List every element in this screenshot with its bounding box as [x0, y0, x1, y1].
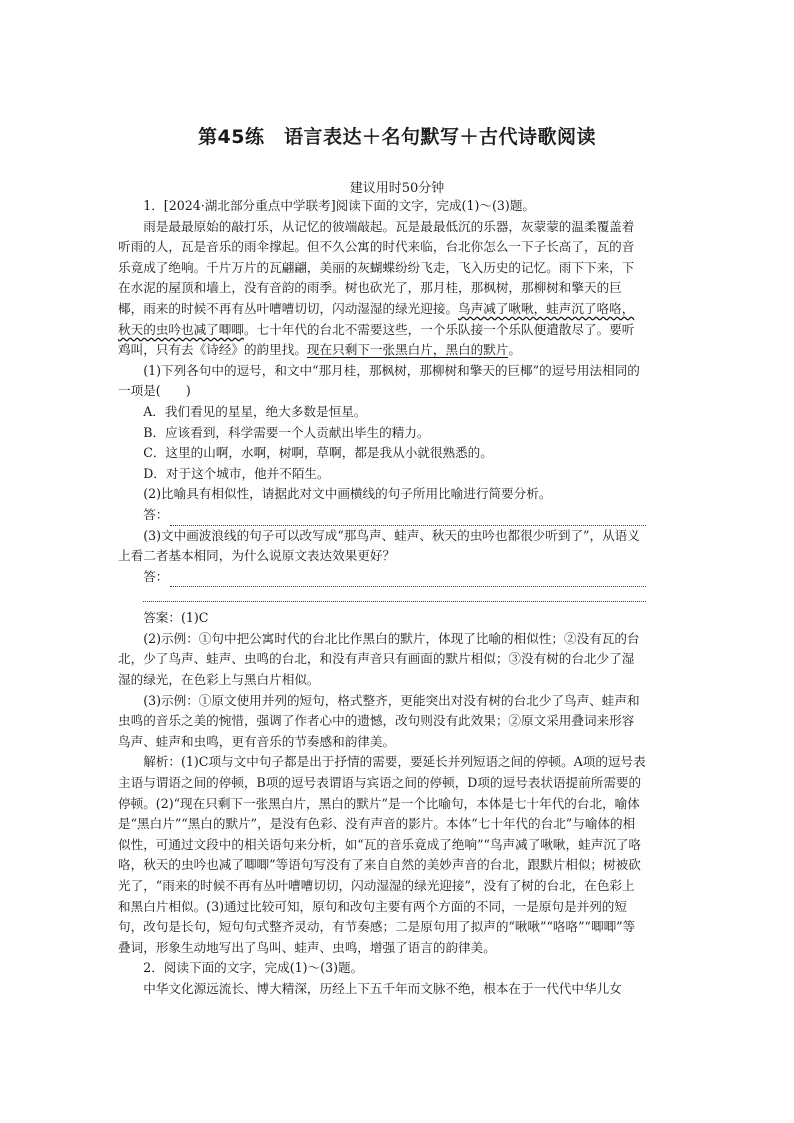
answer-blank-3[interactable]	[170, 573, 646, 587]
page-title: 第45练 语言表达＋名句默写＋古代诗歌阅读	[198, 126, 596, 148]
subquestion-2-stem: (2)比喻具有相似性，请据此对文中画横线的句子所用比喻进行简要分析。	[143, 486, 552, 502]
option-b: B．应该看到，科学需要一个人贡献出毕生的精力。	[143, 424, 430, 440]
question-2-passage: 中华文化源远流长、博大精深，历经上下五千年而文脉不绝，根本在于一代代中华儿女	[143, 980, 622, 996]
answer-label-3: 答：	[143, 568, 169, 584]
option-d: D．对于这个城市，他并不陌生。	[143, 465, 330, 481]
analysis: 解析：(1)C项与文中句子都是出于抒情的需要，要延长并列短语之间的停顿。A项的逗号表主语与谓语之间的停顿，B项的逗号表谓语与宾语之间的停顿，D项的逗号表状语提前所需要的停顿。(2)“现在只剩下一张黑白片，黑白的默片”是一个比喻句，本体是七十年代的台北，喻体是“黑白片”“黑白的默片”，是没有色彩、没有声音的影片。本体“七十年代的台北”与喻体的相似性，可通过文段中的相关语句来分析，如“瓦的音乐竟成了绝响”“鸟声减了啾啾，蛙声沉了咯咯，秋天的虫吟也减了唧唧”等语句写没有了来自自然的美妙声音的台北，跟默片相似；树被砍光了，“雨来的时候不再有丛叶嘈嘈切切，闪动湿湿的绿光迎接”，没有了树的台北，在色彩上和黑白片相似。(3)通过比较可知，原句和改句主要有两个方面的不同，一是原句是并列的短句，改句是长句，短句句式整齐灵动，有节奏感；二是原句用了拟声的“啾啾”“咯咯”“唧唧”等叠词，形象生动地写出了鸟叫、蛙声、虫鸣，增强了语言的韵律美。	[118, 754, 646, 955]
answer-line-3[interactable]	[118, 567, 646, 588]
passage-wavy-sentence: 鸟声减了啾啾，蛙声沉了咯咯，秋天的虫吟也减了唧唧	[118, 300, 635, 337]
answer-blank-3-extra[interactable]	[143, 589, 646, 602]
answer-1: 答案：(1)C	[143, 610, 209, 626]
question-2-intro: 2．阅读下面的文字，完成(1)～(3)题。	[143, 960, 364, 976]
answer-blank-2[interactable]	[170, 512, 646, 526]
question-1-passage	[118, 217, 646, 361]
passage-text-b: 。七十年代的台北不需要这些，一个乐队接一个乐队便遣散尽了。要听鸡叫，只有去《诗经》的韵里找。	[118, 321, 635, 358]
answer-3: (3)示例：①原文使用并列的短句，格式整齐，更能突出对没有树的台北少了鸟声、蛙声和虫鸣的音乐之美的惋惜，强调了作者心中的遗憾，改句则没有此效果；②原文采用叠词来形容鸟声、蛙声和虫鸣，更有音乐的节奏感和韵律美。	[118, 692, 640, 749]
option-a: A．我们看见的星星，绝大多数是恒星。	[143, 403, 367, 419]
answer-line-2[interactable]	[118, 505, 646, 526]
passage-text-c: 。	[508, 342, 521, 358]
subquestion-1-stem: (1)下列各句中的逗号，和文中“那月桂，那枫树，那柳树和擎天的巨椰”的逗号用法相同的一项是( )	[118, 362, 640, 399]
option-c: C．这里的山啊，水啊，树啊，草啊，都是我从小就很熟悉的。	[143, 445, 493, 461]
subquestion-3-stem: (3)文中画波浪线的句子可以改写成“那鸟声、蛙声、秋天的虫吟也都很少听到了”，从语义上看二者基本相同，为什么说原文表达效果更好？	[118, 527, 640, 564]
content-body	[118, 196, 646, 1000]
question-1-intro: 1．[2024·湖北部分重点中学联考]阅读下面的文字，完成(1)～(3)题。	[143, 198, 536, 213]
time-suggestion: 建议用时50分钟	[349, 181, 445, 196]
answer-label-2: 答：	[143, 506, 169, 522]
passage-underlined-sentence: 现在只剩下一张黑白片，黑白的默片	[306, 342, 509, 358]
passage-text-a: 雨是最最原始的敲打乐，从记忆的彼端敲起。瓦是最最低沉的乐器，灰蒙蒙的温柔覆盖着听雨的人，瓦是音乐的雨伞撑起。但不久公寓的时代来临，台北你怎么一下子长高了，瓦的音乐竟成了绝响。千片万片的瓦翩翩，美丽的灰蝴蝶纷纷飞走，飞入历史的记忆。雨下下来，下在水泥的屋顶和墙上，没有音韵的雨季。树也砍光了，那月桂，那枫树，那柳树和擎天的巨椰，雨来的时候不再有丛叶嘈嘈切切，闪动湿湿的绿光迎接。	[118, 218, 635, 316]
answer-2: (2)示例：①句中把公寓时代的台北比作黑白的默片，体现了比喻的相似性；②没有瓦的台北，少了鸟声、蛙声、虫鸣的台北，和没有声音只有画面的默片相似；③没有树的台北少了湿湿的绿光，在色彩上与黑白片相似。	[118, 630, 640, 688]
